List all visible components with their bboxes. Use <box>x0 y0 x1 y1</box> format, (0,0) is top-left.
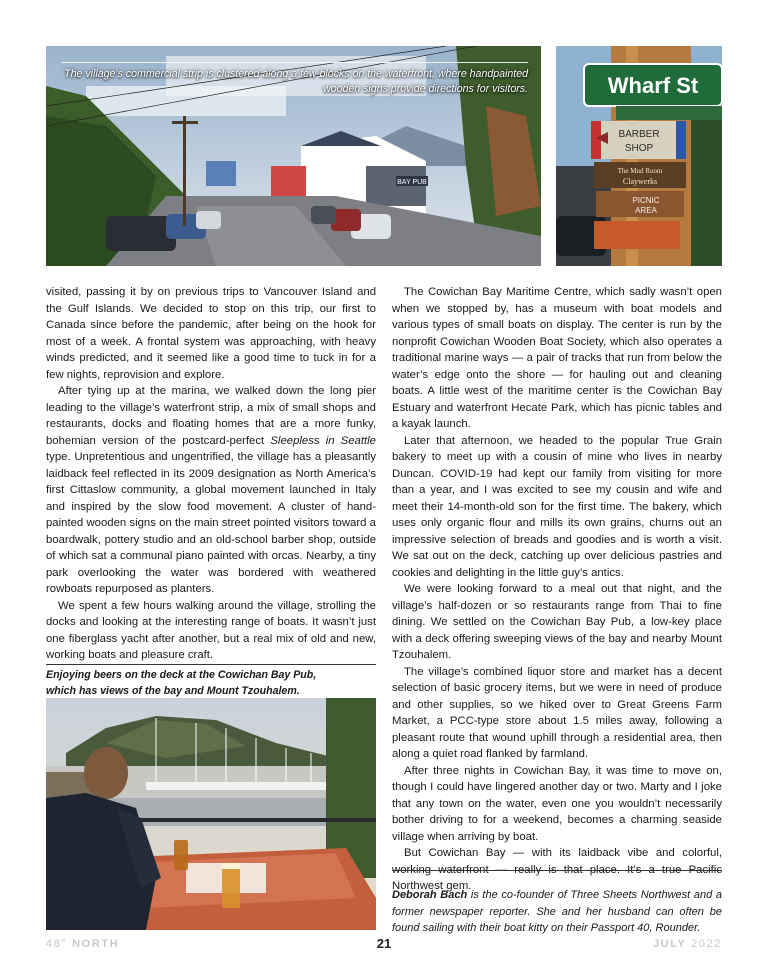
mudroom-sign-line1: The Mud Room <box>617 167 663 175</box>
paragraph: The Cowichan Bay Maritime Centre, which sadly wasn’t open when we stopped by, has a museum with boat models and various types of small boats on display. The center is run by the nonprofit Cowichan Wooden Boat Society, which also operates a traditional marine ways — a pair of tracks that run from below the water’s edge onto the shore — for hauling out and cleaning boats. A little west of the maritime center is the Cowichan Bay Estuary and waterfront Hecate Park, which has picnic tables and a kayak launch. <box>392 286 722 430</box>
mudroom-sign-line2: Claywerks <box>622 177 658 186</box>
wharf-st-street-sign: Wharf St <box>607 73 699 98</box>
picnic-sign-line2: AREA <box>635 206 657 215</box>
article-column-left <box>46 284 376 664</box>
picnic-sign-line1: PICNIC <box>632 196 660 205</box>
wharf-sign-photo <box>556 46 722 266</box>
page-number: 21 <box>376 936 392 951</box>
paragraph: We were looking forward to a meal out that night, and the village’s half-dozen or so restaurants range from Thai to fine dining. We settled on the Cowichan Bay Pub, a low-key place with a deck offering sweeping views of the bay and nearby Mount Tzouhalem. <box>392 583 722 661</box>
author-bio: Deborah Bach is the co-founder of Three Sheets Northwest and a former newspaper reporter. She and her husband can often be found sailing with their boat kitty on their Passport 40, Rounder. <box>392 870 722 937</box>
paragraph: But Cowichan Bay — with its laidback vibe and colorful, working waterfront — really is that place. It’s a true Pacific Northwest gem. <box>392 847 722 892</box>
magazine-name: NORTH <box>72 938 120 950</box>
film-title: Sleepless in Seattle <box>270 434 376 447</box>
paragraph: visited, passing it by on previous trips to Vancouver Island and the Gulf Islands. We decided to stop on this trip, our first to Canada since before the pandemic, after being on the hook for most of a week. A frontal system was approaching, with heavy winds predicted, and it seemed like a good time to tuck in for a few nights, reprovision and explore. <box>46 286 376 381</box>
street-photo-caption: The village’s commercial strip is clustered along a few blocks on the waterfront, where handpainted wooden signs provide directions for visitors. <box>62 62 528 96</box>
paragraph: After three nights in Cowichan Bay, it was time to move on, though I could have lingered another day or two. Marty and I joke that any town on the water, even one you wouldn’t necessarily bother driving to for a weekend, becomes a charming seaside village when arriving by boat. <box>392 764 722 843</box>
article-column-right <box>392 284 722 895</box>
paragraph: The village’s combined liquor store and market has a decent selection of basic grocery items, but we were in need of produce and other supplies, so we hiked over to Great Greens Farm Market, a PCC-type store about 1.5 miles away, following a pleasant route that wound uphill through a residential area, then along a quiet road flanked by farmland. <box>392 665 722 760</box>
paragraph: Later that afternoon, we headed to the popular True Grain bakery to meet up with a cousin of mine who lives in nearby Duncan. COVID-19 had kept our family from visiting for more than a year, and I was excited to see my cousin and wife and meet their 14-month-old son for the first time. The bakery, which uses only organic flour and mills its own grains, churns out an impressive selection of breads and goodies and is worth a visit. We sat out on the deck, catching up over delicious pastries and cookies and delighting in the little guy’s antics. <box>392 434 722 579</box>
pub-deck-photo <box>46 698 376 930</box>
barber-sign-line2: SHOP <box>624 143 654 154</box>
barber-sign-line1: BARBER <box>618 129 660 140</box>
issue-date: JULY 2022 <box>652 938 722 950</box>
paragraph: After tying up at the marina, we walked down the long pier leading to the village’s waterfront strip, a mix of small shops and restaurants, docks and floating homes that are a more funky, bohemian version of the postcard-perfect Sleepless in Seattle type. Unpretentious and ungentrified, the village has a pleasantly laidback feel reflected in its 2009 designation as North America’s first Cittaslow community, a global movement launched in Italy and inspired by the slow food movement. A cluster of hand-painted wooden signs on the main street pointed visitors toward a boardwalk, pottery studio and an old-school barber shop, outside of which sat a communal piano painted with orcas. Nearby, a tiny park overlooking the water was bordered with weathered rowboats repurposed as planters. <box>46 385 376 595</box>
bay-pub-sign: BAY PUB <box>397 179 427 186</box>
magazine-footer: 48° NORTH <box>46 938 120 950</box>
author-name: Deborah Bach <box>392 889 468 901</box>
paragraph: We spent a few hours walking around the village, strolling the docks and looking at the interesting range of boats. It wasn’t just one fiberglass yacht after another, but a real mix of old and new, working boats and pleasure craft. <box>46 599 376 661</box>
pub-photo-caption: Enjoying beers on the deck at the Cowichan Bay Pub, which has views of the bay and Mount Tzouhalem. <box>46 664 376 699</box>
